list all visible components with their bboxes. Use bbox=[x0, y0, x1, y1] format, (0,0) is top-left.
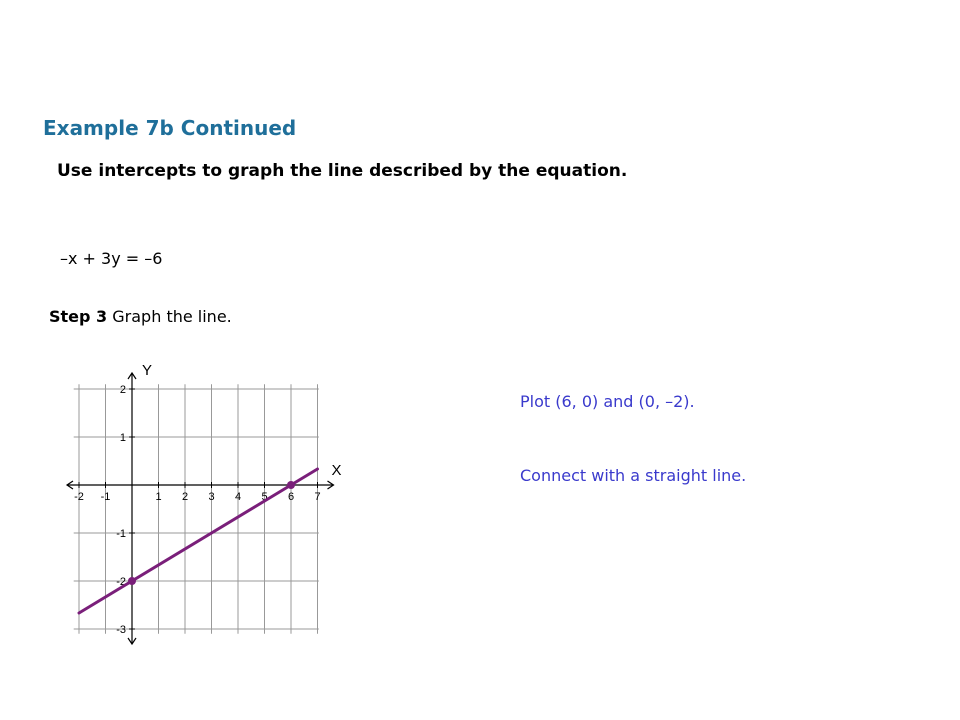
x-axis-label: X bbox=[331, 462, 342, 479]
equation-text: –x + 3y = –6 bbox=[60, 249, 163, 268]
x-tick-label: 6 bbox=[287, 491, 295, 503]
y-tick-label: -2 bbox=[116, 576, 126, 588]
x-tick-label: 2 bbox=[181, 491, 189, 503]
plot-points-note: Plot (6, 0) and (0, –2). bbox=[520, 392, 695, 411]
slide-title: Example 7b Continued bbox=[43, 116, 297, 140]
y-tick-label: -1 bbox=[116, 528, 126, 540]
y-tick-label: 1 bbox=[119, 432, 126, 444]
x-tick-label: -1 bbox=[100, 491, 111, 503]
intercept-point bbox=[287, 481, 295, 489]
step-description: Graph the line. bbox=[107, 307, 232, 326]
step-label: Step 3 bbox=[49, 307, 108, 326]
x-tick-label: 7 bbox=[314, 491, 321, 503]
intercept-point bbox=[128, 577, 136, 585]
x-tick-label: 4 bbox=[234, 491, 242, 503]
instruction-text: Use intercepts to graph the line described by the equation. bbox=[57, 161, 628, 181]
y-tick-label: 2 bbox=[119, 384, 126, 396]
x-tick-label: 5 bbox=[261, 491, 268, 503]
x-tick-label: -2 bbox=[74, 491, 84, 503]
x-tick-label: 3 bbox=[208, 491, 215, 503]
x-tick-label: 1 bbox=[155, 491, 162, 503]
graphed-line bbox=[79, 469, 321, 613]
connect-line-note: Connect with a straight line. bbox=[520, 466, 747, 485]
y-axis-label: Y bbox=[141, 362, 153, 379]
y-tick-label: -3 bbox=[116, 624, 126, 636]
